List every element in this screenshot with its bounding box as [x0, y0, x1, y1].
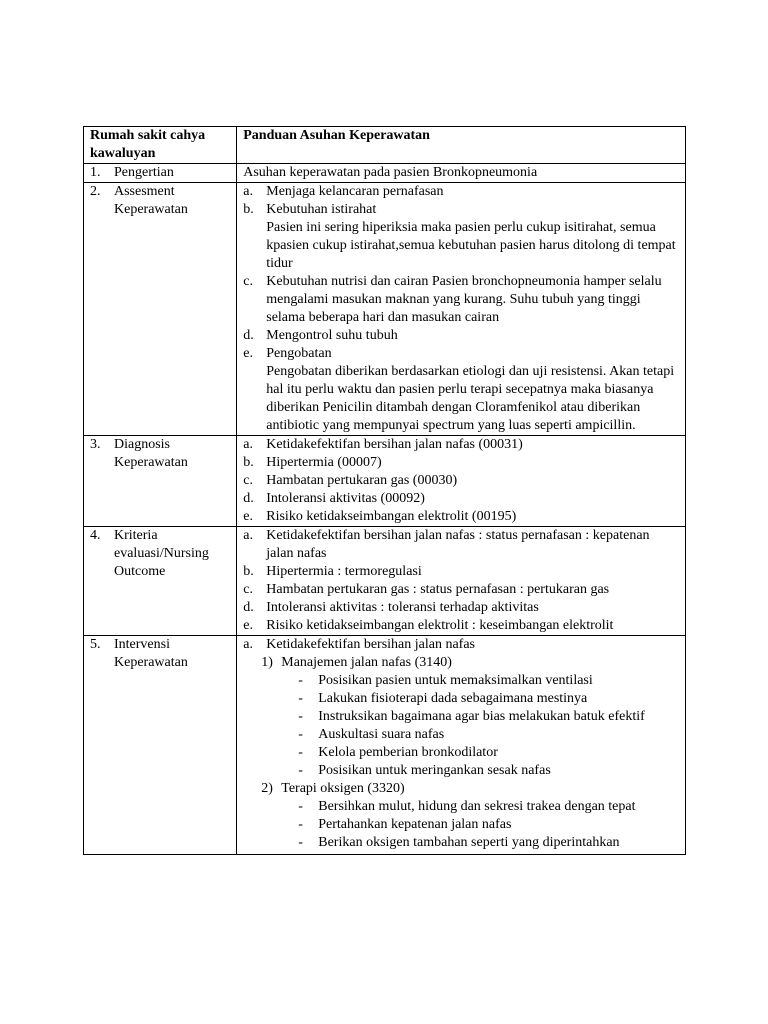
item-description: Pasien ini sering hiperiksia maka pasien perlu cukup isitirahat, semua kpasien cukup istirahat,semua kebutuhan pasien harus ditolong di tempat tidur — [266, 220, 676, 271]
list-item: d. Mengontrol suhu tubuh — [243, 328, 398, 343]
list-item: c. Hambatan pertukaran gas : status pernafasan : pertukaran gas — [243, 582, 610, 597]
nursing-guide-table — [83, 126, 686, 855]
row-label: Pengertian — [114, 165, 174, 180]
list-item: c. Kebutuhan nutrisi dan cairan Pasien bronchopneumonia hamper selalu mengalami masukan maknan yang kurang. Suhu tubuh yang tinggi selama beberapa hari dan masukan cairan — [243, 274, 662, 325]
list-item: d. Intoleransi aktivitas (00092) — [243, 491, 425, 506]
action-item: - Bersihkan mulut, hidung dan sekresi trakea dengan tepat — [298, 799, 636, 814]
list-item: b. Hipertermia (00007) — [243, 455, 382, 470]
action-item: - Auskultasi suara nafas — [298, 727, 445, 742]
table-header-row — [84, 127, 686, 164]
row-number: 4. — [90, 528, 101, 543]
row-content: Asuhan keperawatan pada pasien Bronkopneumonia — [237, 164, 686, 183]
action-item: - Lakukan fisioterapi dada sebagaimana mestinya — [298, 691, 588, 706]
row-label-cont: Keperawatan — [114, 202, 188, 217]
sublist-item: 1) Manajemen jalan nafas (3140) - Posisikan pasien untuk memaksimalkan ventilasi - Lakukan fisioterapi dada sebagaimana mestinya - Instruksikan bagaimana agar bias melakukan batuk efektif - Auskultasi suara nafas - Kelola pemberian bronkodilator - Posisikan untuk meringankan sesak nafas — [243, 654, 679, 780]
action-item: - Instruksikan bagaimana agar bias melakukan batuk efektif — [298, 709, 645, 724]
row-number: 3. — [90, 437, 101, 452]
action-item: - Berikan oksigen tambahan seperti yang diperintahkan — [298, 835, 620, 850]
row-pengertian — [84, 164, 686, 183]
row-label-cont: Keperawatan — [114, 655, 188, 670]
row-number: 5. — [90, 637, 101, 652]
row-diagnosis — [84, 436, 686, 527]
intervention-list — [243, 636, 679, 654]
list-item: a. Menjaga kelancaran pernafasan — [243, 184, 444, 199]
hospital-name: Rumah sakit cahya kawaluyan — [84, 127, 237, 164]
list-item: a. Ketidakefektifan bersihan jalan nafas — [243, 637, 475, 652]
row-label-cont: Keperawatan — [114, 455, 188, 470]
action-list — [281, 672, 679, 780]
action-list — [281, 798, 679, 852]
list-item: d. Intoleransi aktivitas : toleransi terhadap aktivitas — [243, 600, 539, 615]
outcome-list — [243, 527, 679, 635]
item-description: Pengobatan diberikan berdasarkan etiologi dan uji resistensi. Akan tetapi hal itu perlu waktu dan pasien perlu terapi secepatnya maka biasanya diberikan Penicilin ditambah dengan Cloramfenikol atau diberikan antibiotic yang mempunyai spectrum yang luas seperti ampicillin. — [266, 364, 675, 433]
assesment-list — [243, 183, 679, 435]
list-item: e. Risiko ketidakseimbangan elektrolit : keseimbangan elektrolit — [243, 618, 614, 633]
sublist-item: 2) Terapi oksigen (3320) - Bersihkan mulut, hidung dan sekresi trakea dengan tepat - Pertahankan kepatenan jalan nafas - Berikan oksigen tambahan seperti yang diperintahkan — [243, 780, 679, 852]
row-label-cont: Outcome — [114, 564, 166, 579]
row-number: 2. — [90, 184, 101, 199]
row-label: Kriteria — [114, 528, 158, 543]
row-label: Assesment — [114, 184, 175, 199]
document-title: Panduan Asuhan Keperawatan — [237, 127, 686, 164]
row-number: 1. — [90, 165, 101, 180]
row-label: Intervensi — [114, 637, 170, 652]
list-item: c. Hambatan pertukaran gas (00030) — [243, 473, 458, 488]
intervention-sublist — [243, 654, 679, 852]
row-label: Diagnosis — [114, 437, 170, 452]
row-kriteria — [84, 527, 686, 636]
action-item: - Posisikan untuk meringankan sesak nafas — [298, 763, 551, 778]
list-item: e. Pengobatan Pengobatan diberikan berdasarkan etiologi dan uji resistensi. Akan tetapi hal itu perlu waktu dan pasien perlu terapi secepatnya maka biasanya diberikan Penicilin ditambah dengan Cloramfenikol atau diberikan antibiotic yang mempunyai spectrum yang luas seperti ampicillin. — [243, 346, 675, 433]
list-item: a. Ketidakefektifan bersihan jalan nafas (00031) — [243, 437, 523, 452]
row-intervensi — [84, 636, 686, 855]
list-item: b. Hipertermia : termoregulasi — [243, 564, 422, 579]
action-item: - Pertahankan kepatenan jalan nafas — [298, 817, 512, 832]
row-label-cont: evaluasi/Nursing — [114, 546, 209, 561]
list-item: b. Kebutuhan istirahat Pasien ini sering hiperiksia maka pasien perlu cukup isitirahat, semua kpasien cukup istirahat,semua kebutuhan pasien harus ditolong di tempat tidur — [243, 202, 676, 271]
row-assesment — [84, 183, 686, 436]
action-item: - Kelola pemberian bronkodilator — [298, 745, 498, 760]
diagnosis-list — [243, 436, 679, 526]
list-item: a. Ketidakefektifan bersihan jalan nafas : status pernafasan : kepatenan jalan nafas — [243, 528, 650, 561]
action-item: - Posisikan pasien untuk memaksimalkan ventilasi — [298, 673, 593, 688]
list-item: e. Risiko ketidakseimbangan elektrolit (00195) — [243, 509, 517, 524]
